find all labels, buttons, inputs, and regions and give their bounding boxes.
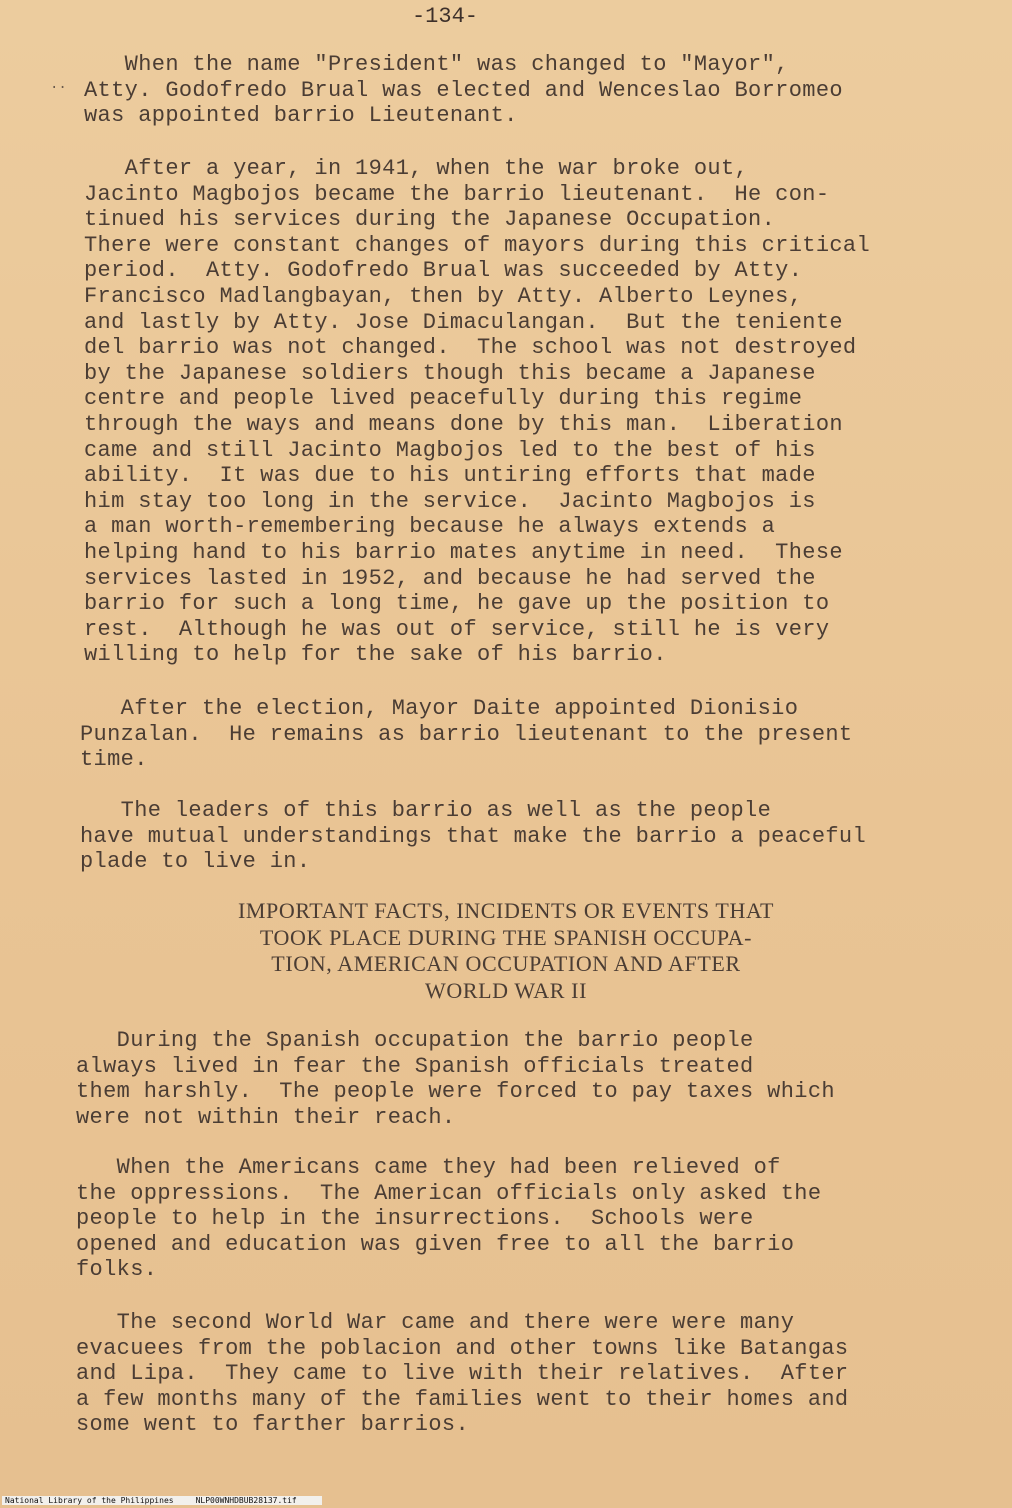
- paragraph-3: After the election, Mayor Daite appointed Dionisio Punzalan. He remains as barrio lieutenant to the present time.: [80, 696, 853, 773]
- margin-dots: ··: [50, 80, 67, 96]
- footer-file-id: NLP00WNHDBUB28137.tif: [195, 1496, 297, 1505]
- paragraph-1: When the name "President" was changed to "Mayor", Atty. Godofredo Brual was elected and Wenceslao Borromeo was appointed barrio Lieutenant.: [84, 52, 843, 129]
- paragraph-2: After a year, in 1941, when the war broke out, Jacinto Magbojos became the barrio lieutenant. He con- tinued his services during the Japanese Occupation. There were constant changes of mayors during this critical period. Atty. Godofredo Brual was succeeded by Atty. Francisco Madlangbayan, then by Atty. Alberto Leynes, and lastly by Atty. Jose Dimaculangan. But the teniente del barrio was not changed. The school was not destroyed by the Japanese soldiers though this became a Japanese centre and people lived peacefully during this regime through the ways and means done by this man. Liberation came and still Jacinto Magbojos led to the best of his ability. It was due to his untiring efforts that made him stay too long in the service. Jacinto Magbojos is a man worth-remembering because he always extends a helping hand to his barrio mates anytime in need. These services lasted in 1952, and because he had served the barrio for such a long time, he gave up the position to rest. Although he was out of service, still he is very willing to help for the sake of his barrio.: [84, 156, 871, 668]
- section-heading: [0, 898, 1012, 1004]
- heading-line-2: TOOK PLACE DURING THE SPANISH OCCUPA-: [259, 924, 753, 950]
- footer-institution: National Library of the Philippines: [5, 1496, 174, 1505]
- paragraph-4: The leaders of this barrio as well as the people have mutual understandings that make the barrio a peaceful plade to live in.: [80, 798, 867, 875]
- scan-footer: [2, 1496, 322, 1505]
- page-number: -134-: [411, 4, 478, 29]
- paragraph-5: During the Spanish occupation the barrio people always lived in fear the Spanish officials treated them harshly. The people were forced to pay taxes which were not within their reach.: [76, 1028, 835, 1130]
- heading-line-3: TION, AMERICAN OCCUPATION AND AFTER: [271, 951, 741, 976]
- paragraph-7: The second World War came and there were were many evacuees from the poblacion and other towns like Batangas and Lipa. They came to live with their relatives. After a few months many of the families went to their homes and some went to farther barrios.: [76, 1310, 849, 1438]
- paragraph-6: When the Americans came they had been relieved of the oppressions. The American officials only asked the people to help in the insurrections. Schools were opened and education was given free to all the barrio folks.: [76, 1155, 822, 1283]
- heading-line-4: WORLD WAR II: [425, 977, 587, 1003]
- heading-line-1: IMPORTANT FACTS, INCIDENTS OR EVENTS THAT: [237, 898, 775, 923]
